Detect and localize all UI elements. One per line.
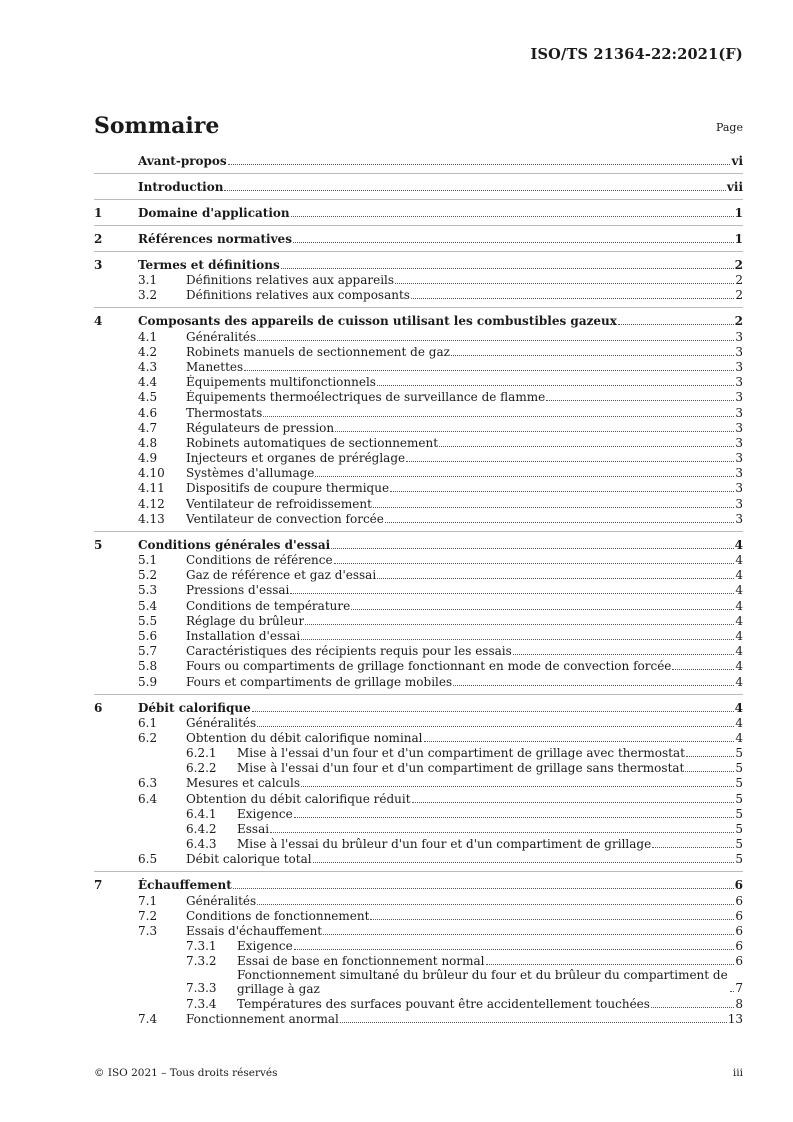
toc-entry-number: 7.2 <box>138 908 158 923</box>
toc-entry-page: 2 <box>734 258 743 272</box>
toc-entry-page: 5 <box>735 791 743 806</box>
toc-entry-number: 5.7 <box>138 644 158 659</box>
toc-entry[interactable] <box>94 553 743 568</box>
toc-entry-title: Conditions générales d'essai <box>138 537 331 552</box>
toc-entry-page: 5 <box>735 852 743 867</box>
toc-dot-leader <box>263 416 734 417</box>
toc-entry-number: 5 <box>94 537 103 552</box>
toc-entry-number: 7.3.2 <box>186 954 217 969</box>
toc-dot-leader <box>652 847 734 848</box>
toc-entry[interactable] <box>94 179 743 195</box>
toc-entry[interactable] <box>94 313 743 329</box>
toc-dot-leader <box>233 888 734 889</box>
section-divider <box>94 225 743 226</box>
toc-entry-page: 5 <box>735 806 743 821</box>
toc-entry-number: 6.2 <box>138 730 158 745</box>
toc-entry-number: 6.4.3 <box>186 837 217 852</box>
toc-entry-page: 4 <box>735 613 743 628</box>
toc-entry-title: Systèmes d'allumage <box>186 466 315 481</box>
toc-entry-page: 3 <box>735 359 743 374</box>
toc-dot-leader <box>377 578 734 579</box>
toc-entry-title: Dispositifs de coupure thermique <box>186 481 390 496</box>
toc-entry-title: Injecteurs et organes de préréglage <box>186 451 406 466</box>
toc-dot-leader <box>281 268 734 269</box>
table-of-contents <box>94 153 743 1027</box>
toc-entry-title: Conditions de référence <box>186 553 333 567</box>
toc-entry-page: 3 <box>735 435 743 450</box>
toc-dot-leader <box>331 548 733 549</box>
toc-dot-leader <box>453 685 734 686</box>
toc-entry-number: 4.12 <box>138 496 165 511</box>
toc-entry-number: 6.2.1 <box>186 746 217 761</box>
toc-entry-page: 1 <box>734 206 743 220</box>
toc-entry-page: 3 <box>735 375 743 390</box>
toc-entry-page: 7 <box>735 981 743 996</box>
toc-entry-page: 4 <box>735 674 743 689</box>
toc-entry[interactable] <box>94 568 743 583</box>
toc-entry-number: 6.1 <box>138 715 158 730</box>
toc-entry-number: 4.3 <box>138 359 158 374</box>
toc-entry-title: Essai <box>237 822 270 836</box>
section-divider <box>94 199 743 200</box>
toc-entry-title: Définitions relatives aux appareils <box>186 273 395 288</box>
toc-entry[interactable] <box>94 893 743 908</box>
toc-entry-number: 5.5 <box>138 613 158 628</box>
footer-page-number: iii <box>732 1067 743 1079</box>
toc-entry-title: Mesures et calculs <box>186 776 300 791</box>
toc-entry-number: 3 <box>94 258 103 272</box>
toc-entry-number: 4.5 <box>138 390 158 405</box>
toc-entry[interactable] <box>94 807 743 822</box>
toc-entry[interactable] <box>94 598 743 613</box>
toc-entry-title: Caractéristiques des récipients requis pour les essais <box>186 644 512 659</box>
toc-entry-title: Exigence <box>237 806 293 821</box>
toc-entry-title: Généralités <box>186 329 257 344</box>
toc-dot-leader <box>294 817 735 818</box>
toc-dot-leader <box>257 726 734 727</box>
toc-entry-number: 4.8 <box>138 435 158 450</box>
toc-entry[interactable] <box>94 1012 743 1027</box>
toc-dot-leader <box>651 1007 734 1008</box>
toc-entry-page: 4 <box>734 537 743 552</box>
toc-dot-leader <box>412 802 735 803</box>
toc-entry[interactable] <box>94 496 743 511</box>
toc-entry-title: Réglage du brûleur <box>186 613 305 628</box>
title-row <box>94 113 743 143</box>
toc-dot-leader <box>257 340 734 341</box>
toc-entry-page: 3 <box>735 451 743 466</box>
toc-dot-leader <box>315 476 734 477</box>
toc-entry-title: Équipements thermoélectriques de surveillance de flamme <box>186 390 546 405</box>
toc-entry-title: Fours ou compartiments de grillage fonctionnant en mode de convection forcée <box>186 659 672 674</box>
toc-entry-title: Essais d'échauffement <box>186 923 323 938</box>
toc-dot-leader <box>411 298 734 299</box>
toc-dot-leader <box>406 461 734 462</box>
toc-dot-leader <box>293 242 734 243</box>
toc-entry-page: 4 <box>735 568 743 583</box>
toc-entry[interactable] <box>94 390 743 405</box>
toc-entry-title: Débit calorifique <box>138 700 251 715</box>
toc-dot-leader <box>290 593 734 594</box>
toc-dot-leader <box>395 283 734 284</box>
toc-entry-page: 5 <box>735 776 743 791</box>
toc-dot-leader <box>334 563 735 564</box>
toc-entry[interactable] <box>94 731 743 746</box>
toc-entry[interactable] <box>94 776 743 791</box>
toc-entry-title: Manettes <box>186 359 244 374</box>
toc-entry[interactable] <box>94 674 743 689</box>
toc-dot-leader <box>424 741 735 742</box>
toc-entry-number: 7.3 <box>138 923 158 938</box>
toc-entry-page: vii <box>726 180 743 194</box>
toc-entry-page: 4 <box>735 715 743 730</box>
toc-entry-number: 4.11 <box>138 481 165 496</box>
toc-entry-number: 5.8 <box>138 659 158 674</box>
toc-entry-title: Généralités <box>186 715 257 730</box>
toc-entry-page: 4 <box>735 644 743 659</box>
toc-dot-leader <box>390 491 734 492</box>
toc-entry-number: 4.10 <box>138 466 165 481</box>
toc-entry[interactable] <box>94 375 743 390</box>
toc-entry-page: 3 <box>735 390 743 405</box>
toc-dot-leader <box>291 216 734 217</box>
toc-entry-number: 7.3.3 <box>186 981 217 996</box>
toc-entry[interactable] <box>94 583 743 598</box>
toc-dot-leader <box>252 711 734 712</box>
toc-entry-number: 5.9 <box>138 674 158 689</box>
toc-entry-title: Obtention du débit calorifique nominal <box>186 730 423 745</box>
toc-entry-number: 6.3 <box>138 776 158 791</box>
toc-dot-leader <box>323 934 734 935</box>
toc-entry-number: 6.4.2 <box>186 822 217 836</box>
toc-entry-title: Essai de base en fonctionnement normal <box>237 954 485 969</box>
toc-entry-number: 6.2.2 <box>186 761 217 776</box>
toc-entry[interactable] <box>94 153 743 169</box>
toc-entry-number: 4.2 <box>138 344 158 359</box>
toc-dot-leader <box>244 370 734 371</box>
toc-entry-page: 6 <box>735 954 743 969</box>
toc-entry-title: Échauffement <box>138 878 232 893</box>
toc-dot-leader <box>618 324 734 325</box>
toc-entry-number: 6 <box>94 700 103 715</box>
toc-entry[interactable] <box>94 231 743 247</box>
footer-copyright: © ISO 2021 – Tous droits réservés <box>94 1067 278 1079</box>
toc-entry-page: 4 <box>734 700 743 715</box>
section-divider <box>94 307 743 308</box>
toc-entry-page: 4 <box>735 583 743 598</box>
toc-entry-page: 13 <box>727 1011 743 1026</box>
toc-entry[interactable] <box>94 614 743 629</box>
toc-dot-leader <box>685 771 734 772</box>
toc-entry-page: 4 <box>735 553 743 567</box>
toc-dot-leader <box>335 431 734 432</box>
toc-entry[interactable] <box>94 329 743 344</box>
toc-entry-number: 5.3 <box>138 583 158 598</box>
toc-entry[interactable] <box>94 791 743 806</box>
toc-entry-number: 6.4 <box>138 791 158 806</box>
toc-dot-leader <box>513 654 735 655</box>
toc-dot-leader <box>730 991 734 992</box>
toc-entry-number: 5.6 <box>138 628 158 643</box>
toc-entry-title: Définitions relatives aux composants <box>186 288 410 303</box>
toc-entry[interactable] <box>94 512 743 527</box>
toc-dot-leader <box>224 190 725 191</box>
toc-entry-page: 4 <box>735 628 743 643</box>
toc-entry[interactable] <box>94 481 743 496</box>
toc-entry[interactable] <box>94 436 743 451</box>
toc-entry-page: vi <box>731 154 743 168</box>
toc-dot-leader <box>451 355 734 356</box>
toc-entry-title: Fonctionnement simultané du brûleur du four et du brûleur du compartiment de grillage à gaz <box>237 969 728 996</box>
toc-dot-leader <box>301 786 734 787</box>
toc-dot-leader <box>672 669 734 670</box>
toc-dot-leader <box>270 832 734 833</box>
toc-dot-leader <box>370 919 734 920</box>
toc-entry-page: 5 <box>735 822 743 836</box>
toc-entry-title: Gaz de référence et gaz d'essai <box>186 568 377 583</box>
toc-entry-number: 4.1 <box>138 329 158 344</box>
toc-entry-page: 3 <box>735 329 743 344</box>
toc-entry-title: Généralités <box>186 893 257 908</box>
toc-entry-page: 5 <box>735 837 743 852</box>
toc-entry-title: Exigence <box>237 939 293 954</box>
toc-dot-leader <box>546 400 734 401</box>
toc-entry[interactable] <box>94 877 743 893</box>
toc-entry-title: Introduction <box>138 180 224 194</box>
toc-dot-leader <box>686 756 734 757</box>
toc-entry[interactable] <box>94 746 743 761</box>
toc-entry-title: Robinets automatiques de sectionnement <box>186 435 439 450</box>
toc-entry-number: 4.13 <box>138 511 165 526</box>
toc-dot-leader <box>351 609 734 610</box>
toc-entry-page: 3 <box>735 466 743 481</box>
toc-dot-leader <box>301 639 734 640</box>
toc-entry-page: 4 <box>735 598 743 613</box>
toc-entry-number: 6.5 <box>138 852 158 867</box>
toc-entry[interactable] <box>94 822 743 837</box>
toc-entry-page: 3 <box>735 344 743 359</box>
toc-entry-page: 8 <box>735 996 743 1011</box>
toc-entry[interactable] <box>94 537 743 553</box>
toc-dot-leader <box>377 385 734 386</box>
toc-entry-number: 4.7 <box>138 420 158 435</box>
toc-entry[interactable] <box>94 716 743 731</box>
toc-entry-title: Pressions d'essai <box>186 583 290 598</box>
toc-entry-title: Mise à l'essai d'un four et d'un compartiment de grillage avec thermostat <box>237 746 685 761</box>
toc-entry-title: Références normatives <box>138 232 292 246</box>
toc-entry-title: Fours et compartiments de grillage mobiles <box>186 674 453 689</box>
toc-entry[interactable] <box>94 954 743 969</box>
toc-entry[interactable] <box>94 273 743 288</box>
toc-entry[interactable] <box>94 761 743 776</box>
toc-entry-title: Fonctionnement anormal <box>186 1011 339 1026</box>
toc-entry-page: 6 <box>735 908 743 923</box>
toc-entry-title: Ventilateur de refroidissement <box>186 496 372 511</box>
toc-dot-leader <box>305 624 734 625</box>
section-divider <box>94 531 743 532</box>
toc-entry-page: 5 <box>735 746 743 761</box>
toc-entry[interactable] <box>94 288 743 303</box>
toc-entry-number: 7.4 <box>138 1011 158 1026</box>
toc-entry-title: Conditions de fonctionnement <box>186 908 370 923</box>
toc-entry[interactable] <box>94 852 743 867</box>
toc-entry[interactable] <box>94 924 743 939</box>
toc-entry-page: 6 <box>735 923 743 938</box>
toc-entry[interactable] <box>94 939 743 954</box>
toc-entry[interactable] <box>94 257 743 273</box>
section-divider <box>94 173 743 174</box>
toc-entry-number: 4.6 <box>138 405 158 420</box>
toc-entry[interactable] <box>94 837 743 852</box>
toc-entry-number: 5.4 <box>138 598 158 613</box>
toc-entry-number: 7 <box>94 878 103 893</box>
toc-entry-title: Avant-propos <box>138 154 227 168</box>
toc-dot-leader <box>228 164 731 165</box>
toc-entry-page: 6 <box>735 893 743 908</box>
toc-entry-number: 3.2 <box>138 288 158 303</box>
toc-entry[interactable] <box>94 360 743 375</box>
page-title: Sommaire <box>94 113 220 139</box>
toc-entry-page: 4 <box>735 659 743 674</box>
toc-entry-number: 7.3.1 <box>186 939 217 954</box>
toc-entry-page: 2 <box>735 273 743 288</box>
section-divider <box>94 694 743 695</box>
toc-entry[interactable] <box>94 421 743 436</box>
toc-entry-title: Températures des surfaces pouvant être accidentellement touchées <box>237 996 650 1011</box>
toc-dot-leader <box>340 1022 727 1023</box>
toc-entry-title: Termes et définitions <box>138 258 280 272</box>
toc-entry-number: 7.3.4 <box>186 996 217 1011</box>
toc-entry-page: 3 <box>735 420 743 435</box>
toc-entry-page: 3 <box>735 511 743 526</box>
toc-entry-title: Équipements multifonctionnels <box>186 375 376 390</box>
toc-entry-page: 2 <box>735 288 743 303</box>
toc-entry[interactable] <box>94 969 743 996</box>
toc-entry-title: Mise à l'essai du brûleur d'un four et d'un compartiment de grillage <box>237 837 652 852</box>
toc-dot-leader <box>486 964 735 965</box>
section-divider <box>94 871 743 872</box>
toc-entry-number: 4 <box>94 314 103 329</box>
toc-entry-title: Thermostats <box>186 405 263 420</box>
toc-dot-leader <box>313 862 735 863</box>
toc-entry-page: 5 <box>735 761 743 776</box>
toc-entry-title: Domaine d'application <box>138 206 290 220</box>
toc-entry-page: 3 <box>735 405 743 420</box>
toc-entry[interactable] <box>94 466 743 481</box>
toc-entry[interactable] <box>94 629 743 644</box>
toc-dot-leader <box>439 446 734 447</box>
toc-entry[interactable] <box>94 405 743 420</box>
toc-entry[interactable] <box>94 659 743 674</box>
toc-entry-number: 7.1 <box>138 893 158 908</box>
toc-entry-title: Composants des appareils de cuisson utilisant les combustibles gazeux <box>138 314 617 329</box>
toc-dot-leader <box>257 904 734 905</box>
toc-entry[interactable] <box>94 451 743 466</box>
toc-entry-title: Conditions de température <box>186 598 351 613</box>
toc-entry[interactable] <box>94 205 743 221</box>
toc-entry-page: 2 <box>734 314 743 329</box>
toc-entry-title: Obtention du débit calorifique réduit <box>186 791 411 806</box>
toc-entry-page: 3 <box>735 481 743 496</box>
section-divider <box>94 251 743 252</box>
toc-entry-title: Robinets manuels de sectionnement de gaz <box>186 344 450 359</box>
toc-entry-number: 2 <box>94 232 103 246</box>
toc-entry[interactable] <box>94 644 743 659</box>
toc-entry[interactable] <box>94 996 743 1011</box>
toc-entry-number: 4.4 <box>138 375 158 390</box>
toc-dot-leader <box>294 949 735 950</box>
toc-entry-page: 6 <box>735 939 743 954</box>
toc-entry-number: 6.4.1 <box>186 806 217 821</box>
toc-entry-title: Mise à l'essai d'un four et d'un compartiment de grillage sans thermostat <box>237 761 685 776</box>
toc-entry-title: Régulateurs de pression <box>186 420 335 435</box>
page-column-label: Page <box>715 121 743 134</box>
toc-dot-leader <box>385 522 734 523</box>
toc-entry-page: 3 <box>735 496 743 511</box>
toc-entry-page: 1 <box>734 232 743 246</box>
toc-entry-number: 5.2 <box>138 568 158 583</box>
toc-entry-number: 3.1 <box>138 273 158 288</box>
toc-entry-title: Débit calorique total <box>186 852 312 867</box>
toc-entry-number: 4.9 <box>138 451 158 466</box>
toc-dot-leader <box>373 507 734 508</box>
toc-entry[interactable] <box>94 909 743 924</box>
toc-entry-page: 6 <box>734 878 743 893</box>
toc-entry[interactable] <box>94 700 743 716</box>
document-code: ISO/TS 21364-22:2021(F) <box>530 46 743 63</box>
toc-entry-page: 4 <box>735 730 743 745</box>
toc-entry-title: Ventilateur de convection forcée <box>186 511 384 526</box>
toc-entry-title: Installation d'essai <box>186 628 301 643</box>
toc-entry-number: 5.1 <box>138 553 158 567</box>
toc-entry-number: 1 <box>94 206 103 220</box>
toc-entry[interactable] <box>94 345 743 360</box>
